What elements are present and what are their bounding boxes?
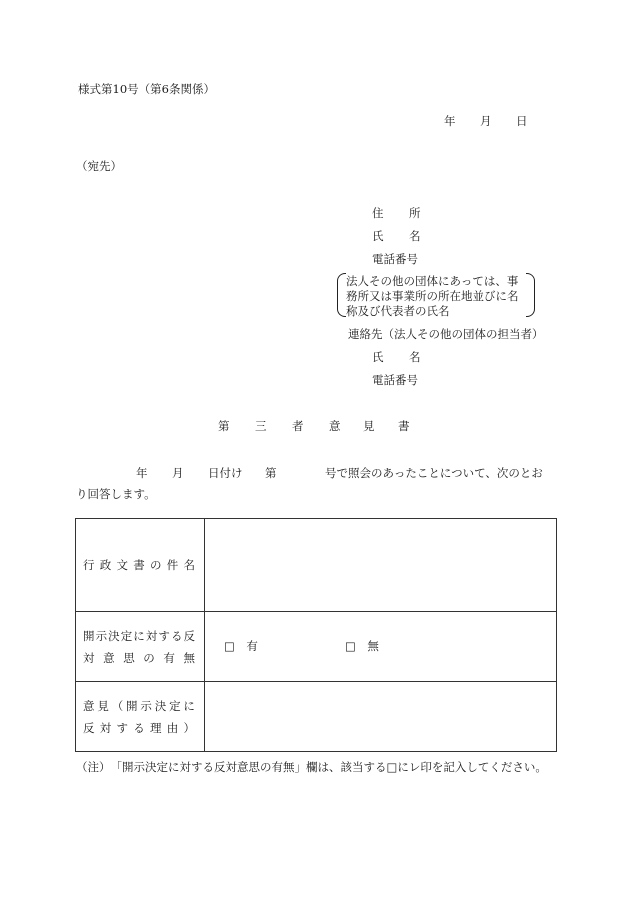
label-char: 開	[83, 628, 95, 643]
table-row	[76, 612, 557, 682]
label-char: 意	[103, 650, 115, 665]
date-month: 月	[480, 114, 492, 128]
address-label-b: 所	[409, 206, 421, 220]
left-bracket	[337, 273, 346, 317]
label-char: 反	[183, 628, 195, 643]
label-char: 有	[163, 650, 175, 665]
objection-no-checkbox[interactable]: □ 無	[345, 639, 379, 653]
intro-line-2: り回答します。	[76, 487, 156, 501]
label-char: 意	[83, 698, 95, 713]
date-day: 日	[516, 114, 528, 128]
name-label-a: 氏	[372, 229, 384, 243]
label-char: 見	[97, 698, 109, 713]
label-char: 書	[133, 558, 145, 572]
intro-dated: 日付け	[208, 466, 243, 480]
title-char: 書	[398, 419, 410, 433]
label-char: 定	[120, 628, 133, 643]
opinion-label	[76, 682, 205, 752]
name-label-b: 名	[409, 229, 421, 243]
label-char: 対	[99, 720, 112, 735]
corp-note-line-3: 称及び代表者の氏名	[346, 304, 450, 318]
right-bracket	[526, 273, 535, 317]
label-char: 文	[116, 558, 128, 572]
title-char: 者	[292, 419, 304, 433]
title-char: 意	[329, 419, 341, 433]
title-char: 第	[218, 419, 230, 433]
contact-name-label-b: 名	[409, 350, 421, 364]
label-char: す	[116, 720, 128, 735]
form-number: 様式第10号（第6条関係）	[78, 82, 215, 96]
table-row	[76, 519, 557, 612]
label-char: す	[158, 628, 170, 643]
document-name-label	[76, 519, 205, 612]
contact-phone-label: 電話番号	[372, 373, 418, 387]
opinion-table	[75, 518, 557, 752]
label-char: 理	[150, 720, 162, 735]
label-char: 対	[83, 650, 95, 665]
label-char: 示	[140, 698, 152, 713]
objection-label	[76, 612, 205, 682]
addressee: （宛先）	[76, 159, 122, 173]
label-char: 対	[145, 628, 158, 643]
label-char: 件	[166, 558, 179, 572]
label-char: 無	[183, 650, 195, 665]
address-label-a: 住	[372, 206, 384, 220]
title-char: 三	[255, 419, 267, 433]
label-char: る	[170, 628, 183, 643]
label-char: 反	[83, 720, 95, 735]
corp-note-line-1: 法人その他の団体にあっては、事	[346, 274, 519, 288]
opinion-field[interactable]	[205, 682, 557, 752]
intro-year: 年	[136, 466, 148, 480]
label-char: （	[111, 698, 124, 713]
footnote: （注） 「開示決定に対する反対意思の有無」欄は、該当する□にレ印を記入してください。	[76, 760, 547, 774]
label-char: に	[183, 698, 195, 713]
label-char: ）	[183, 720, 195, 735]
label-char: 決	[108, 628, 120, 643]
label-char: 政	[99, 558, 112, 572]
objection-field	[205, 612, 557, 682]
label-char: 名	[183, 558, 195, 572]
label-char: 開	[126, 698, 138, 713]
document-name-field[interactable]	[205, 519, 557, 612]
label-char: 定	[169, 698, 181, 713]
table-row	[76, 682, 557, 752]
contact-label: 連絡先（法人その他の団体の担当者）	[348, 327, 544, 341]
corp-note-line-2: 務所又は事業所の所在地並びに名	[346, 289, 519, 303]
label-char: 行	[83, 558, 95, 572]
phone-label: 電話番号	[372, 252, 418, 266]
label-char: の	[150, 558, 162, 572]
label-char: 由	[166, 720, 179, 735]
intro-month: 月	[172, 466, 184, 480]
date-year: 年	[444, 114, 456, 128]
intro-no-suffix: 号で照会のあったことについて、次のとお	[325, 466, 543, 480]
label-char: 思	[123, 650, 135, 665]
label-char: の	[143, 650, 155, 665]
contact-name-label-a: 氏	[372, 350, 384, 364]
label-char: 示	[95, 628, 108, 643]
label-char: に	[133, 628, 145, 643]
title-char: 見	[363, 419, 375, 433]
objection-yes-checkbox[interactable]: □ 有	[224, 639, 258, 653]
label-char: 決	[154, 698, 167, 713]
label-char: る	[133, 720, 145, 735]
intro-no-prefix: 第	[265, 466, 277, 480]
